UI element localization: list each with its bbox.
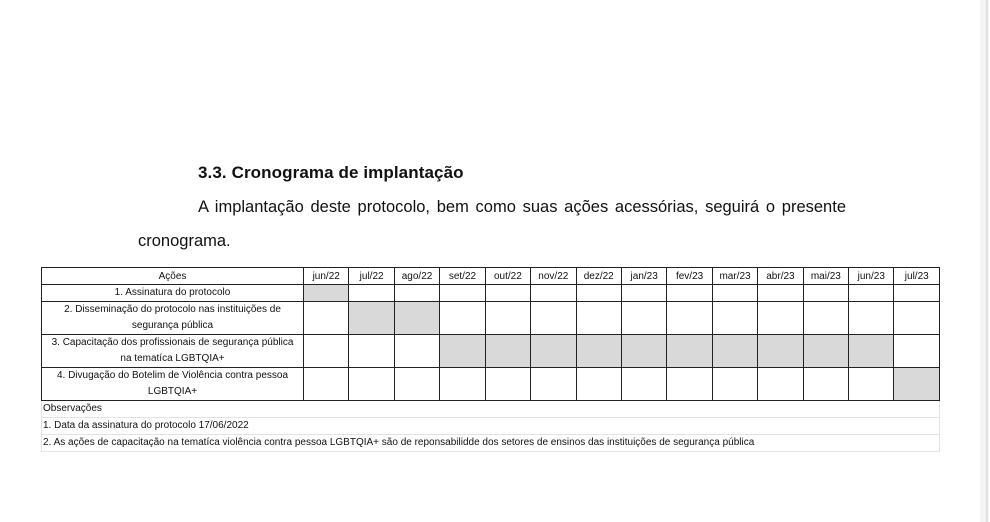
schedule-cell [531, 368, 576, 401]
schedule-cell [667, 368, 712, 401]
schedule-cell [758, 285, 803, 302]
observation-row [42, 435, 940, 452]
action-label-line-1: 3. Capacitação dos profissionais de segurança pública [51, 337, 294, 348]
schedule-cell [894, 285, 940, 302]
schedule-cell [394, 335, 439, 368]
month-header: jan/23 [621, 268, 666, 285]
schedule-cell-active [349, 302, 394, 335]
month-header: jun/23 [849, 268, 894, 285]
schedule-cell-active [667, 335, 712, 368]
schedule-cell [304, 368, 349, 401]
schedule-cell [894, 302, 940, 335]
schedule-cell-active [394, 302, 439, 335]
schedule-cell-active [758, 335, 803, 368]
schedule-cell [803, 285, 848, 302]
schedule-cell [849, 368, 894, 401]
schedule-cell [849, 285, 894, 302]
schedule-cell [440, 285, 485, 302]
schedule-cell [440, 302, 485, 335]
schedule-cell [485, 302, 530, 335]
schedule-cell [485, 368, 530, 401]
schedule-table [41, 267, 940, 452]
month-header: set/22 [440, 268, 485, 285]
schedule-cell-active [621, 335, 666, 368]
intro-paragraph-line-1: A implantação deste protocolo, bem como suas ações acessórias, seguirá o presente [198, 198, 846, 216]
schedule-cell [803, 302, 848, 335]
schedule-cell [803, 368, 848, 401]
month-header: ago/22 [394, 268, 439, 285]
action-cell [42, 368, 304, 401]
schedule-cell [894, 335, 940, 368]
action-label-line-1: 4. Divugação do Botelim de Violência contra pessoa [56, 370, 289, 381]
month-header: mar/23 [712, 268, 757, 285]
page-edge [980, 0, 990, 522]
observation-row [42, 418, 940, 435]
schedule-cell-active [712, 335, 757, 368]
observations-title: Observações [42, 401, 940, 418]
schedule-cell-active [849, 335, 894, 368]
schedule-cell [621, 302, 666, 335]
month-header: abr/23 [758, 268, 803, 285]
schedule-cell [758, 302, 803, 335]
month-header: out/22 [485, 268, 530, 285]
action-label-line-1: 1. Assinatura do protocolo [114, 287, 231, 298]
schedule-cell-active [531, 335, 576, 368]
schedule-cell [349, 335, 394, 368]
schedule-cell [304, 335, 349, 368]
action-row [42, 302, 940, 335]
schedule-cell-active [485, 335, 530, 368]
schedule-cell [576, 368, 621, 401]
schedule-cell [576, 285, 621, 302]
month-header: dez/22 [576, 268, 621, 285]
schedule-cell [485, 285, 530, 302]
month-header: jul/22 [349, 268, 394, 285]
header-actions: Ações [42, 268, 304, 285]
schedule-cell [440, 368, 485, 401]
action-label-line-2: na tematíca LGBTQIA+ [120, 353, 225, 364]
schedule-cell-active [440, 335, 485, 368]
observation-text: 1. Data da assinatura do protocolo 17/06/2022 [42, 418, 940, 435]
month-header: jul/23 [894, 268, 940, 285]
schedule-cell [758, 368, 803, 401]
observation-text: 2. As ações de capacitação na tematíca violência contra pessoa LGBTQIA+ são de reponsabilidde dos setores de ensinos das instituições de segurança pública [42, 435, 940, 452]
schedule-cell [531, 302, 576, 335]
schedule-cell [667, 285, 712, 302]
month-header: jun/22 [304, 268, 349, 285]
schedule-cell [531, 285, 576, 302]
action-cell [42, 302, 304, 335]
schedule-cell [349, 285, 394, 302]
action-row [42, 285, 940, 302]
schedule-cell [621, 368, 666, 401]
schedule-cell [576, 302, 621, 335]
schedule-cell [621, 285, 666, 302]
action-label-line-1: 2. Disseminação do protocolo nas instituições de [64, 304, 281, 315]
action-label-line-2: LGBTQIA+ [147, 386, 198, 397]
schedule-cell-active [894, 368, 940, 401]
schedule-cell-active [803, 335, 848, 368]
action-cell [42, 285, 304, 302]
schedule-cell-active [304, 285, 349, 302]
schedule-cell [667, 302, 712, 335]
month-header: nov/22 [531, 268, 576, 285]
action-cell [42, 335, 304, 368]
observations-title-row [42, 401, 940, 418]
schedule-cell [712, 368, 757, 401]
month-header: mai/23 [803, 268, 848, 285]
schedule-cell [394, 285, 439, 302]
schedule-cell [304, 302, 349, 335]
schedule-cell-active [576, 335, 621, 368]
header-row [42, 268, 940, 285]
month-header: fev/23 [667, 268, 712, 285]
schedule-cell [394, 368, 439, 401]
schedule-cell [349, 368, 394, 401]
schedule-cell [849, 302, 894, 335]
schedule-cell [712, 302, 757, 335]
action-row [42, 368, 940, 401]
section-heading: 3.3. Cronograma de implantação [198, 163, 464, 182]
schedule-cell [712, 285, 757, 302]
intro-paragraph-line-2: cronograma. [138, 232, 231, 250]
action-label-line-2: segurança pública [131, 320, 214, 331]
action-row [42, 335, 940, 368]
